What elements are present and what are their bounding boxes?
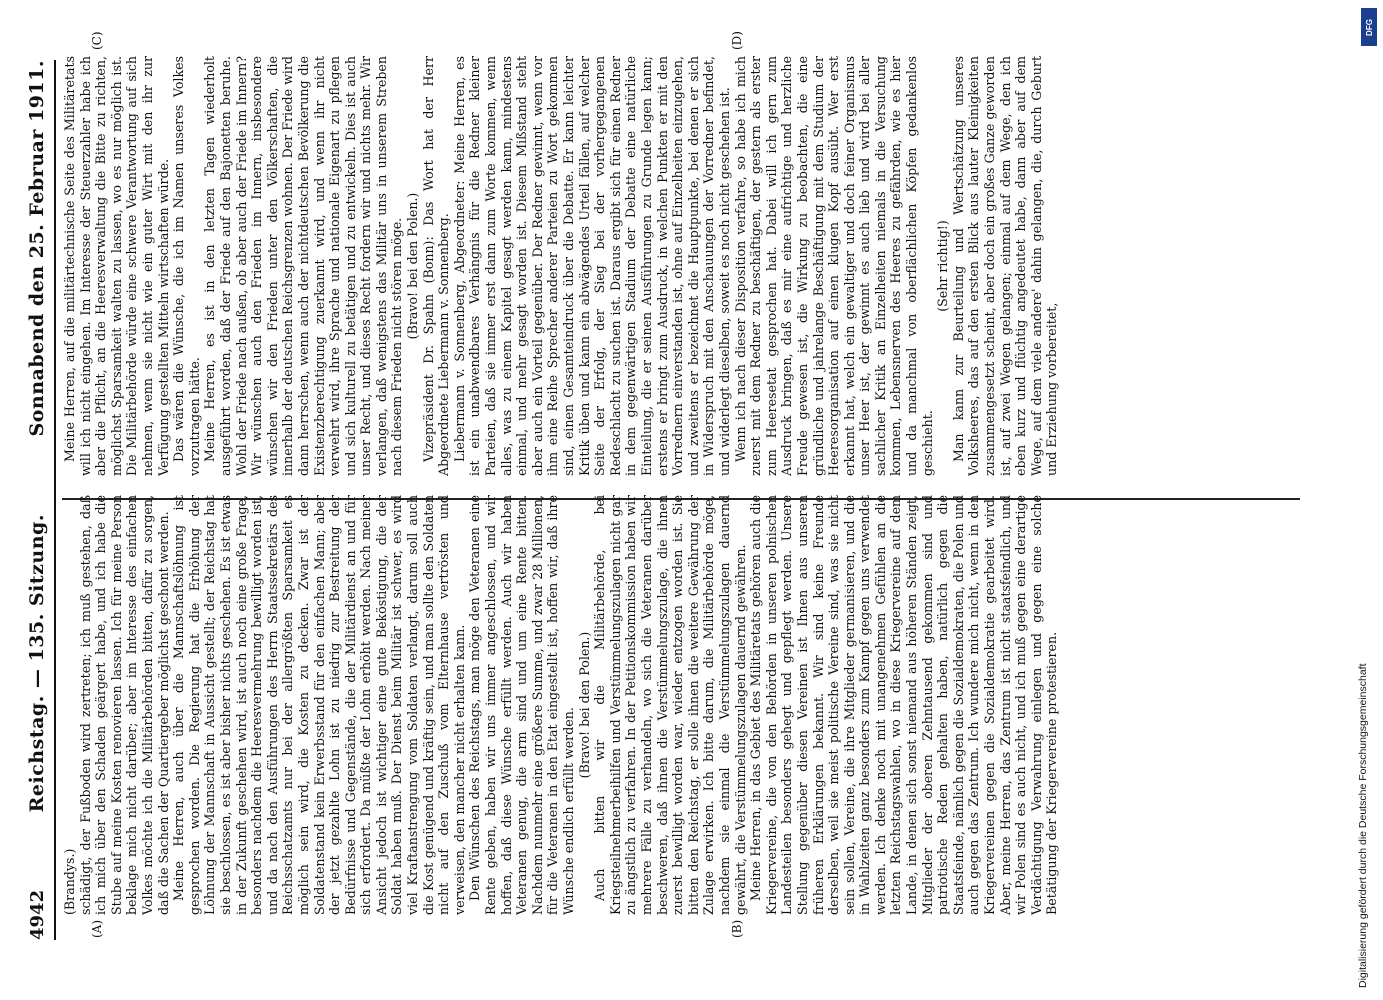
left-paragraph: Meine Herren, auch über die Mannschaftslöhnung ist gesprochen worden. Die Regierung hat die Erhöhung der Löhnung der Mannschaft in Aussicht gestellt; der Reichstag hat sie beschlossen, es ist aber bisher nichts geschehen. Es ist etwas in der Zukunft geschehen wird, ist auch noch eine große Frage, besonders nachdem die Heeresvermehrung bewilligt worden ist, und da nach den Ausführungen des Herrn Staatssekretärs des Reichsschatzamts nur bei der allergrößten Sparsamkeit es möglich sein wird, die Kosten zu decken. Zwar ist der Soldatenstand kein Erwerbsstand für den einfachen Mann; aber der jetzt gezahlte Lohn ist zu niedrig zur Bestreitung der Bedürfnisse und Gegenstände, die der Militärdienst an und für sich erfordert. Da müßte der Lohn erhöht werden. Nach meiner Ansicht jedoch ist wichtiger eine gute Beköstigung, die der Soldat haben muß. Der Dienst beim Militär ist schwer, es wird viel Kraftanstrengung vom Soldaten verlangt, darum soll auch die Kost genügend und kräftig sein, und man sollte den Soldaten nicht auf den Zuschuß vom Elternhause vertrösten und verweisen, den mancher nicht erhalten kann. <box>171 495 467 915</box>
margin-marker-c: (C) <box>90 31 104 50</box>
speaker-tag: (Brandys.) <box>62 848 77 915</box>
interjection: (Bravo! bei den Polen.) <box>405 192 421 340</box>
digitization-credit: Digitalisierung gefördert durch die Deutsche Forschungsgemeinschaft <box>1357 663 1369 988</box>
right-paragraph: Man kann zur Beurteilung und Wertschätzung unseres Volksheeres, das auf den ersten Blick aus lauter Kleinigkeiten zusammengesetzt scheint, aber doch ein großes Ganze geworden ist, auf zwei Wegen gelangen; einmal auf dem Wege, den ich eben kurz und flüchtig angedeutet habe, dann aber auf dem Wege, auf dem viele andere' dahin gelangen, die, durch Geburt und Erziehung vorbereitet, <box>950 56 1060 476</box>
header-rule <box>54 60 56 940</box>
right-column <box>62 56 1060 476</box>
interjection: (Sehr richtig!) <box>935 220 951 312</box>
dfg-logo: DFG <box>1361 8 1377 46</box>
left-paragraph: Den Wünschen des Reichstags, man möge den Veteranen eine Rente geben, haben wir uns immer angeschlossen, und wir hoffen, daß diese Wünsche erfüllt werden. Auch wir haben Veteranen genug, die arm sind und um eine Rente bitten. Nachdem nunmehr eine größere Summe, und zwar 28 Millionen, für die Veteranen in den Etat eingestellt ist, hoffen wir, daß ihre Wünsche endlich erfüllt werden. <box>467 495 576 915</box>
left-paragraph: Meine Herren, in das Gebiet des Militäretats gehören auch die Kriegervereine, die von den Behörden in unseren polnischen Landesteilen besonders gehegt und gepflegt werden. Unsere Stellung gegenüber diesen Vereinen ist Ihnen aus unseren früheren Erklärungen bekannt. Wir sind keine Freunde derselben, weil sie meist politische Vereine sind, was sie nicht sein sollen, Vereine, die ihre Mitglieder germanisieren, und die in Wahlzeiten ganz besonders zum Kampf gegen uns verwendet werden. Ich denke noch mit unangenehmen Gefühlen an die letzten Reichstagswahlen, wo in diese Kriegervereine auf dem Lande, in denen sich sonst niemand aus höheren Ständen zeigt, Mitglieder der oberen Zehntausend gekommen sind und patriotische Reden gehalten haben, natürlich gegen die Staatsfeinde, nämlich gegen die Sozialdemokraten, die Polen und auch gegen das Zentrum. Ich wundere mich nicht, wenn in den Kriegervereinen gegen die Sozialdemokratie gearbeitet wird. Aber, meine Herren, das Zentrum ist nicht staatsfeindlich, und wir Polen sind es auch nicht, und ich muß gegen eine derartige Verdächtigung Verwahrung einlegen und gegen eine solche Betätigung der Kriegervereine protestieren. <box>748 495 1060 915</box>
right-paragraph: Meine Herren, es ist in den letzten Tagen wiederholt ausgeführt worden, daß der Friede auf den Bajonetten beruhe. Wohl der Friede nach außen, ob aber auch der Friede im Innern? Wir wünschen auch den Frieden im Innern, insbesondere wünschen wir den Frieden unter den Völkerschaften, die innerhalb der deutschen Reichsgrenzen wohnen. Der Friede wird dann herrschen, wenn auch der nichtdeutschen Bevölkerung die Existenzberechtigung zuerkannt wird, und wenn ihr nicht verwehrt wird, ihre Sprache und nationale Eigenart zu pflegen und sich kulturell zu betätigen und zu entwickeln. Dies ist auch unser Recht, und dieses Recht fordern wir und nichts mehr. Wir verlangen, daß wenigstens das Militär uns in unserem Streben nach diesem Frieden nicht stören möge. <box>202 56 405 476</box>
margin-marker-b: (B) <box>730 919 744 938</box>
right-paragraph: Vizepräsident Dr. Spahn (Bonn): Das Wort hat der Herr Abgeordnete Liebermann v. Sonnenberg. <box>420 56 452 476</box>
digitization-sidebar <box>1353 0 1383 1000</box>
interjection: (Bravo! bei den Polen.) <box>576 631 592 779</box>
right-paragraph: Das wären die Wünsche, die ich im Namen unseres Volkes vorzutragen hätte. <box>171 56 202 476</box>
margin-marker-d: (D) <box>730 31 744 50</box>
page-header <box>22 60 52 940</box>
right-paragraph: Wenn ich nach dieser Disposition verfahre, so habe ich mich zuerst mit dem Redner zu beschäftigen, der gestern als erster zum Heeresetat gesprochen hat. Dabei will ich gern zum Ausdruck bringen, daß es mir eine aufrichtige und herzliche Freude gewesen ist, die Wirkung zu beobachten, die eine gründliche und jahrelange Beschäftigung mit dem Studium der Heeresorganisation auf einen klugen Kopf ausübt. Wer erst erkannt hat, welch ein gewaltiger und doch feiner Organismus unser Heer ist, der gewinnt es auch lieb und wird bei aller sachlicher Kritik an Einzelheiten niemals in die Versuchung kommen, Lebensnerven des Heeres zu gefährden, wie es hier und da manchmal von oberflächlichen Köpfen gedankenlos geschieht. <box>732 56 935 476</box>
left-column <box>62 495 1060 915</box>
left-running-title: Reichstag. — 135. Sitzung. <box>26 514 48 813</box>
left-paragraph: Auch bitten wir die Militärbehörde, bei Kriegsteilnehmerbeihilfen und Verstümmelungszulagen nicht gar zu ängstlich zu verfahren. In der Petitionskommission haben wir mehrere Fälle zu verhandeln, wo sich die Veteranen darüber beschweren, daß ihnen die Verstümmelungszulage, die ihnen zuerst bewilligt worden war, wieder entzogen worden ist. Sie bitten den Reichstag, er solle ihnen die weitere Gewährung der Zulage erwirken. Ich bitte darum, die Militärbehörde möge, nachdem sie einmal die Verstümmelungszulagen dauernd gewährt, die Verstümmelungszulagen dauernd gewähren. <box>592 495 748 915</box>
margin-marker-a: (A) <box>90 919 104 938</box>
right-paragraph: Liebermann v. Sonnenberg, Abgeordneter: Meine Herren, es ist ein unabwendbares Verhängnis für die Redner kleiner Parteien, daß sie immer erst dann zum Worte kommen, wenn alles, was zu einem Kapitel gesagt werden kann, mindestens einmal, und mehr gesagt worden ist. Diesem Mißstand steht aber auch ein Vorteil gegenüber. Der Redner gewinnt, wenn vor ihm eine Reihe Sprecher anderer Parteien zu Wort gekommen sind, einen Gesamteindruck über die Debatte. Er kann leichter Kritik üben und kann ein abwägendes Urteil fällen, auf welcher Seite der Erfolg, der Sieg bei der vorhergegangenen Redeschlacht zu suchen ist. Daraus ergibt sich für einen Redner in dem gegenwärtigen Stadium der Debatte eine natürliche Einteilung, die er seinen Ausführungen zu Grunde legen kann; erstens er bringt zum Ausdruck, in welchen Punkten er mit den Vorrednern einverstanden ist, ohne auf Einzelheiten einzugehen, und zweitens er bezeichnet die Hauptpunkte, bei denen er sich in Widerspruch mit den Anschauungen der Vorredner befindet, und widerlegt dieselben, soweit es noch nicht geschehen ist. <box>451 56 732 476</box>
right-paragraph: Meine Herren, auf die militärtechnische Seite des Militäretats will ich nicht eingehen. Im Interesse der Steuerzahler habe ich aber die Pflicht, an die Heeresverwaltung die Bitte zu richten, möglichst Sparsamkeit walten zu lassen, wo es nur möglich ist. Die Militärbehörde würde eine schwere Verantwortung auf sich nehmen, wenn sie nicht wie ein guter Wirt mit den ihr zur Verfügung gestellten Mitteln wirtschaften würde. <box>62 56 171 476</box>
page-number: 4942 <box>26 889 48 940</box>
right-running-title: Sonnabend den 25. Februar 1911. <box>26 60 48 437</box>
left-paragraph: schädigt, der Fußboden wird zertreten; ich muß gestehen, daß ich mich über den Schaden geärgert habe, und ich habe die Stube auf meine Kosten renovieren lassen. Ich für meine Person beklage mich nicht darüber; aber im Interesse des einfachen Volkes möchte ich die Militärbehörden bitten, dafür zu sorgen, daß die Sachen der Quartiergeber möglichst geschont werden. <box>77 495 171 915</box>
